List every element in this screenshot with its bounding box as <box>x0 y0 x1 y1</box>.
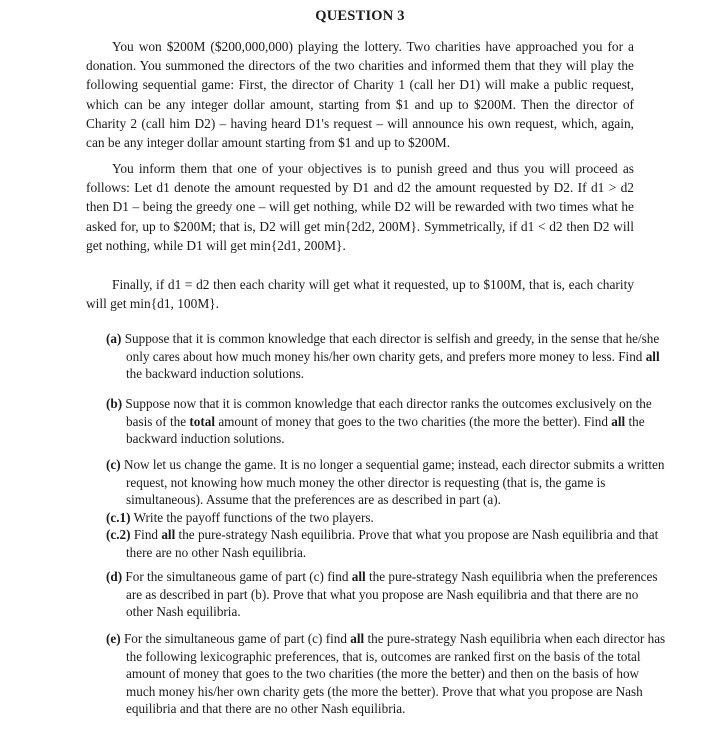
part-d-text: For the simultaneous game of part (c) find <box>125 569 349 584</box>
part-c1-text: Write the payoff functions of the two players. <box>133 509 374 525</box>
part-a-label: (a) <box>106 331 122 346</box>
part-b-emphasis-total: total <box>189 413 216 429</box>
part-c <box>106 456 666 561</box>
tie-rule-paragraph: Finally, if d1 = d2 then each charity will get what it requested, up to $100M, that is, each charity will get min{d1, 100M}. <box>86 277 634 312</box>
part-c1 <box>106 509 666 527</box>
part-a <box>106 330 666 383</box>
part-e-emphasis: all <box>350 631 365 646</box>
part-c1-label: (c.1) <box>106 509 131 525</box>
question-title: QUESTION 3 <box>315 8 405 24</box>
part-c2-emphasis: all <box>161 527 176 542</box>
part-a-text: Suppose that it is common knowledge that each director is selfish and greedy, in the sense that he/she only cares about how much money his/her own charity gets, and prefers more money to less. Find <box>124 331 660 364</box>
rules-paragraph: You inform them that one of your objectives is to punish greed and thus you will proceed as follows: Let d1 denote the amount requested by D1 and d2 the amount requested by D2. If d1 > d2 then D1 – being the greedy one – will get nothing, while D2 will be rewarded with two times what he asked for, up to $200M; that is, D2 will get min{2d2, 200M}. Symmetrically, if d1 < d2 then D2 will get nothing, while D1 will get min{2d1, 200M}. <box>86 161 634 253</box>
part-b-label: (b) <box>106 396 123 411</box>
part-e-text-end: the pure-strategy Nash equilibria when each director has the following lexicographic preferences, that is, outcomes are ranked first on the basis of the total amount of money that goes to the two charities (the more the better) and then on the basis of how much money his/her own charity gets (the more the better). Prove that what you propose are Nash equilibria and that there are no other Nash equilibria. <box>126 631 666 716</box>
part-b <box>106 395 666 448</box>
part-b-text: Suppose now that it is common knowledge that each director ranks the outcomes exclusively on the basis of the <box>125 396 652 429</box>
part-c-label: (c) <box>106 457 121 472</box>
part-c2 <box>106 526 666 561</box>
part-d-emphasis: all <box>351 569 366 584</box>
part-a-text-end: the backward induction solutions. <box>126 366 304 381</box>
part-e-text: For the simultaneous game of part (c) find <box>123 631 347 646</box>
part-b-text-end: the backward induction solutions. <box>126 413 645 446</box>
part-c2-text-end: the pure-strategy Nash equilibria. Prove that what you propose are Nash equilibria and that there are no other Nash equilibria. <box>126 527 659 560</box>
part-d-label: (d) <box>106 569 123 584</box>
part-a-emphasis: all <box>645 348 660 364</box>
part-d <box>106 568 666 621</box>
part-c-text: Now let us change the game. It is no longer a sequential game; instead, each director submits a written request, not knowing how much money the other director is requesting (that is, the game is simultaneous). Assume that the preferences are as described in part (a). <box>123 457 665 507</box>
part-d-text-end: the pure-strategy Nash equilibria when the preferences are as described in part (b). Prove that what you propose are Nash equilibria and that there are no other Nash equilibria. <box>126 569 658 619</box>
part-c2-label: (c.2) <box>106 527 131 542</box>
part-b-text-mid: amount of money that goes to the two charities (the more the better). Find <box>218 413 608 429</box>
intro-paragraph: You won $200M ($200,000,000) playing the lottery. Two charities have approached you for a donation. You summoned the directors of the two charities and informed them that they will play the following sequential game: First, the director of Charity 1 (call her D1) will make a public request, which can be any integer dollar amount, starting from $1 and up to $200M. Then the director of Charity 2 (call him D2) – having heard D1's request – will announce his own request, which, again, can be any integer dollar amount starting from $1 and up to $200M. <box>86 39 634 151</box>
part-e <box>106 630 666 718</box>
part-e-label: (e) <box>106 631 121 646</box>
part-b-emphasis-all: all <box>611 413 626 429</box>
part-c2-text: Find <box>133 527 159 542</box>
